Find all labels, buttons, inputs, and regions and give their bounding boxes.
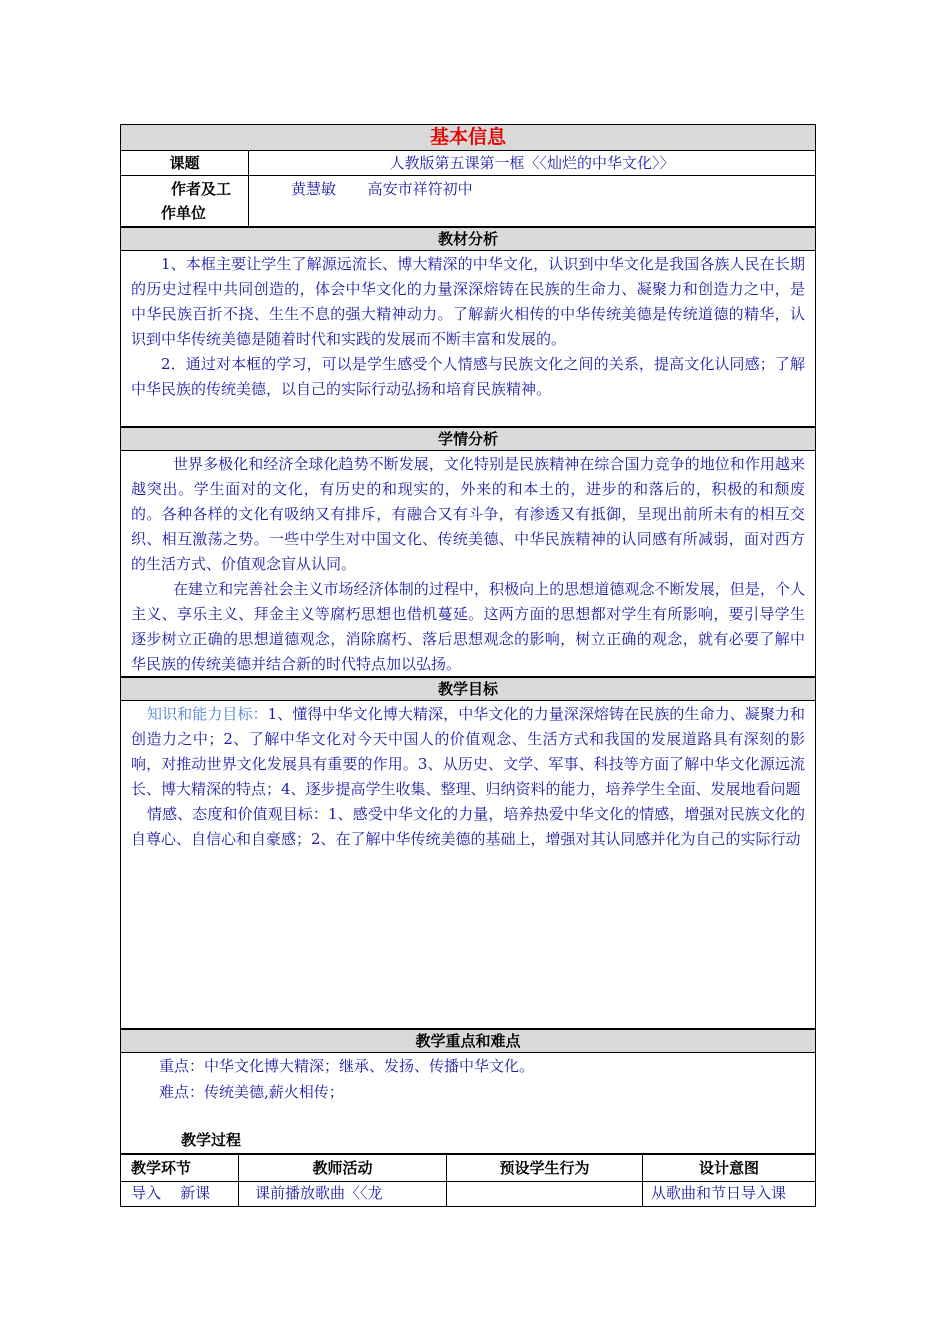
process-col-teacher: 教师活动 (239, 1155, 447, 1181)
material-paragraph-2: 2．通过对本框的学习，可以是学生感受个人情感与民族文化之间的关系，提高文化认同感；了解中华民族的传统美德，以自己的实际行动弘扬和培育民族精神。 (131, 355, 805, 398)
section-title-basic-info (120, 124, 816, 151)
students-paragraph-1: 世界多极化和经济全球化趋势不断发展，文化特别是民族精神在综合国力竞争的地位和作用越来越突出。学生面对的文化，有历史的和现实的，外来的和本土的，进步的和落后的，积极的和颓废的。各种各样的文化有吸纳又有排斥，有融合又有斗争，有渗透又有抵御，呈现出前所未有的相互交织、相互激荡之势。一些中学生对中国文化、传统美德、中华民族精神的认同感有所减弱，面对西方的生活方式、价值观念盲从认同。 (131, 455, 805, 573)
process-title: 教学过程 (181, 1131, 242, 1149)
author-name: 黄慧敏 (291, 180, 337, 198)
students-paragraph-2: 在建立和完善社会主义市场经济体制的过程中，积极向上的思想道德观念不断发展，但是，个人主义、享乐主义、拜金主义等腐朽思想也借机蔓延。这两方面的思想都对学生有所影响，要引导学生逐步树立正确的思想道德观念，消除腐朽、落后思想观念的影响，树立正确的观念，就有必要了解中华民族的传统美德并结合新的时代特点加以弘扬。 (131, 580, 805, 673)
students-heading: 学情分析 (437, 430, 498, 448)
basic-info-heading: 基本信息 (429, 126, 506, 148)
material-body (120, 251, 816, 427)
process-table-header (120, 1154, 816, 1182)
difficulty-text: 难点：传统美德,薪火相传； (159, 1083, 344, 1101)
keypoints-heading: 教学重点和难点 (415, 1032, 521, 1050)
process-col-intent: 设计意图 (698, 1159, 759, 1177)
process-cell-intent: 从歌曲和节日导入课 (651, 1184, 787, 1202)
process-col-stage: 教学环节 (121, 1155, 239, 1181)
topic-label: 课题 (121, 151, 249, 175)
key-point-text: 重点：中华文化博大精深；继承、发扬、传播中华文化。 (159, 1057, 535, 1075)
material-paragraph-1: 1、本框主要让学生了解源远流长、博大精深的中华文化，认识到中华文化是我国各族人民在长期的历史过程中共同创造的，体会中华文化的力量深深熔铸在民族的生命力、凝聚力和创造力之中，是中华民族百折不挠、生生不息的强大精神动力。了解薪火相传的中华传统美德是传统道德的精华，认识到中华传统美德是随着时代和实践的发展而不断丰富和发展的。 (131, 255, 805, 348)
goals-knowledge-lead: 知识和能力目标： (147, 705, 268, 723)
goals-paragraph-2: 情感、态度和价值观目标：1、感受中华文化的力量，培养热爱中华文化的情感，增强对民族文化的自尊心、自信心和自豪感；2、在了解中华传统美德的基础上，增强对其认同感并化为自己的实际行动 (131, 805, 805, 848)
section-title-students (120, 427, 816, 451)
keypoints-body (120, 1053, 816, 1154)
topic-value: 人教版第五课第一框〈〈灿烂的中华文化〉〉 (389, 154, 675, 172)
process-col-student: 预设学生行为 (447, 1155, 643, 1181)
goals-knowledge-text: 1、懂得中华文化博大精深，中华文化的力量深深熔铸在民族的生命力、凝聚力和创造力之中；2、了解中华文化对今天中国人的价值观念、生活方式和我国的发展道路具有深刻的影响，对推动世界文化发展具有重要的作用。3、从历史、文学、军事、科技等方面了解中华文化源远流长、博大精深的特点；4、逐步提高学生收集、整理、归纳资料的能力，培养学生全面、发展地看问题 (131, 705, 805, 798)
process-cell-student (447, 1180, 643, 1206)
section-title-goals (120, 677, 816, 701)
author-label (121, 176, 249, 226)
author-unit: 高安市祥符初中 (367, 180, 473, 198)
author-row (120, 176, 816, 227)
process-cell-stage: 导入 新课 (121, 1180, 239, 1206)
author-label-line1: 作者及工 (171, 180, 232, 198)
author-label-line2: 作单位 (161, 204, 207, 222)
process-table-row (120, 1180, 816, 1207)
goals-body (120, 701, 816, 1029)
goals-heading: 教学目标 (437, 680, 498, 698)
author-value (249, 176, 815, 226)
material-heading: 教材分析 (437, 230, 498, 248)
section-title-keypoints (120, 1029, 816, 1053)
section-title-material (120, 227, 816, 251)
process-cell-teacher: 课前播放歌曲〈〈龙 (239, 1180, 447, 1206)
goals-paragraph-1 (121, 701, 815, 802)
students-body (120, 451, 816, 677)
topic-row (120, 151, 816, 176)
